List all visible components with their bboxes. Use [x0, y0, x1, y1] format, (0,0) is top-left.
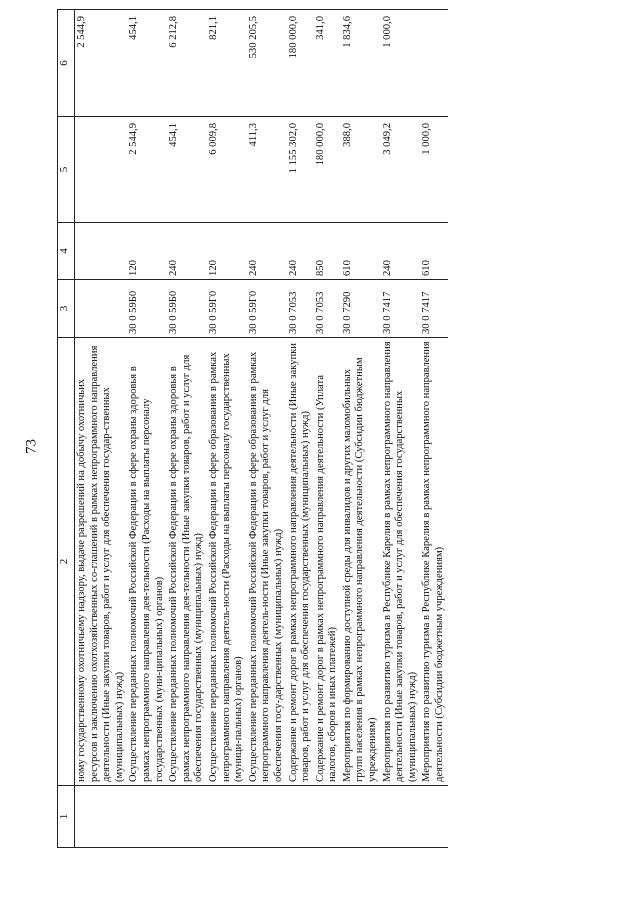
column-header: 2: [58, 338, 75, 786]
amount-cell: 388,0: [341, 117, 381, 223]
row-number-cell: [207, 786, 247, 848]
table-body: [75, 10, 448, 848]
expense-type-code-cell: 240: [167, 223, 207, 280]
budget-table: [57, 9, 448, 848]
row-number-cell: [341, 786, 381, 848]
column-header: 6: [58, 10, 75, 117]
table-row: [207, 10, 247, 848]
column-header: 4: [58, 223, 75, 280]
amount-cell: 341,0: [314, 10, 341, 117]
target-article-code-cell: 30 0 7053: [287, 280, 314, 338]
table-header-row: [58, 10, 75, 848]
target-article-code-cell: 30 0 59Б0: [127, 280, 167, 338]
table-row: [167, 10, 207, 848]
amount-cell: 1 834,6: [341, 10, 381, 117]
amount-cell: 6 009,8: [207, 117, 247, 223]
expense-name-cell: Осуществление переданных полномочий Российской Федерации в сфере охраны здоровья в рамках непрограммного направления дея-тельности (Расходы на выплаты персоналу государственных (муни-ципальных) органов): [127, 338, 167, 786]
expense-name-cell: Осуществление переданных полномочий Российской Федерации в сфере образования в рамках непрограммного направления деятель-ности (Иные закупки товаров, работ и услуг для обеспечения госу-дарственных (муниципальных) нужд): [247, 338, 287, 786]
row-number-cell: [247, 786, 287, 848]
amount-cell: 454,1: [167, 117, 207, 223]
target-article-code-cell: 30 0 7417: [381, 280, 421, 338]
column-header: 1: [58, 786, 75, 848]
expense-type-code-cell: 240: [287, 223, 314, 280]
amount-cell: [75, 117, 128, 223]
expense-type-code-cell: 610: [420, 223, 447, 280]
expense-type-code-cell: 240: [381, 223, 421, 280]
target-article-code-cell: 30 0 7053: [314, 280, 341, 338]
amount-cell: 3 049,2: [381, 117, 421, 223]
amount-cell: 1 155 302,0: [287, 117, 314, 223]
amount-cell: [420, 10, 447, 117]
table-row: [314, 10, 341, 848]
expense-type-code-cell: 120: [207, 223, 247, 280]
table-row: [127, 10, 167, 848]
expense-name-cell: Мероприятия по развитию туризма в Республике Карелия в рамках непрограммного направления деятельности (Субсидии бюджетным учреждениям): [420, 338, 447, 786]
expense-name-cell: Содержание и ремонт дорог в рамках непрограммного направления деятельности (Иные закупки товаров, работ и услуг для обеспечения государственных (муниципальных) нужд): [287, 338, 314, 786]
amount-cell: 530 205,5: [247, 10, 287, 117]
expense-type-code-cell: 240: [247, 223, 287, 280]
amount-cell: 180 000,0: [287, 10, 314, 117]
target-article-code-cell: 30 0 7290: [341, 280, 381, 338]
row-number-cell: [420, 786, 447, 848]
row-number-cell: [127, 786, 167, 848]
amount-cell: 2 544,9: [127, 117, 167, 223]
amount-cell: 821,1: [207, 10, 247, 117]
amount-cell: 1 000,0: [381, 10, 421, 117]
row-number-cell: [314, 786, 341, 848]
amount-cell: 1 000,0: [420, 117, 447, 223]
amount-cell: 2 544,9: [75, 10, 128, 117]
target-article-code-cell: 30 0 59Б0: [167, 280, 207, 338]
expense-type-code-cell: [75, 223, 128, 280]
table-row: [381, 10, 421, 848]
row-number-cell: [167, 786, 207, 848]
expense-name-cell: Осуществление переданных полномочий Российской Федерации в сфере охраны здоровья в рамках непрограммного направления дея-тельности (Иные закупки товаров, работ и услуг для обеспечения государственных (муниципальных) нужд): [167, 338, 207, 786]
budget-table-container: [57, 10, 617, 848]
amount-cell: 454,1: [127, 10, 167, 117]
row-number-cell: [381, 786, 421, 848]
expense-name-cell: Содержание и ремонт дорог в рамках непрограммного направления деятельности (Уплата налогов, сборов и иных платежей): [314, 338, 341, 786]
table-row: [341, 10, 381, 848]
target-article-code-cell: 30 0 59Г0: [247, 280, 287, 338]
table-row: [420, 10, 447, 848]
expense-name-cell: Осуществление переданных полномочий Российской Федерации в сфере образования в рамках непрограммного направления деятель-ности (Расходы на выплаты персоналу государственных (муници-пальных) органов): [207, 338, 247, 786]
amount-cell: 180 000,0: [314, 117, 341, 223]
page-number: 73: [23, 439, 40, 454]
target-article-code-cell: 30 0 7417: [420, 280, 447, 338]
column-header: 3: [58, 280, 75, 338]
table-row: [247, 10, 287, 848]
expense-type-code-cell: 120: [127, 223, 167, 280]
expense-type-code-cell: 610: [341, 223, 381, 280]
amount-cell: 6 212,8: [167, 10, 207, 117]
amount-cell: 411,3: [247, 117, 287, 223]
table-row: [75, 10, 128, 848]
target-article-code-cell: 30 0 59Г0: [207, 280, 247, 338]
target-article-code-cell: [75, 280, 128, 338]
column-header: 5: [58, 117, 75, 223]
row-number-cell: [75, 786, 128, 848]
row-number-cell: [287, 786, 314, 848]
expense-name-cell: Мероприятия по формированию доступной среды для инвалидов и других маломобильных групп населения в рамках непрограммного направления деятельности (Субсидии бюджетным учреждениям): [341, 338, 381, 786]
expense-type-code-cell: 850: [314, 223, 341, 280]
expense-name-cell: Мероприятия по развитию туризма в Республике Карелия в рамках непрограммного направления деятельности (Иные закупки товаров, работ и услуг для обеспечения государственных (муниципальных) нужд): [381, 338, 421, 786]
table-row: [287, 10, 314, 848]
expense-name-cell: ному государственному охотничьему надзору, выдаче разрешений на добычу охотничьих ресурсов и заключению охотхозяйственных со-глашений в рамках непрограммного направления деятельности (Иные закупки товаров, работ и услуг для обеспечения государ-ственных (муниципальных) нужд): [75, 338, 128, 786]
